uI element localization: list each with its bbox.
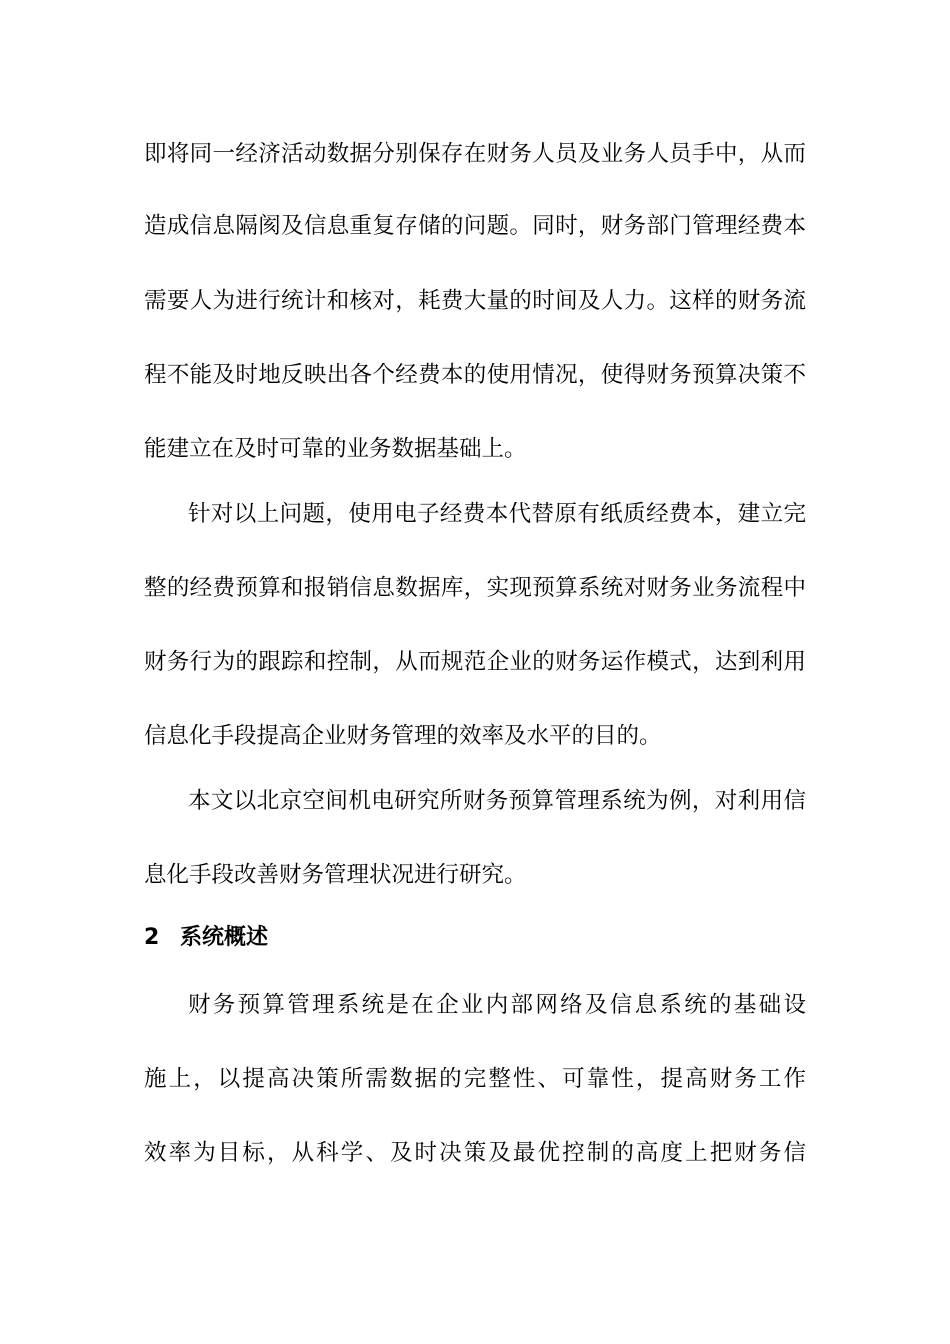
- paragraph-1-line-3: 需要人为进行统计和核对，耗费大量的时间及人力。这样的财务流: [144, 288, 806, 314]
- section-number: 2: [144, 925, 160, 950]
- paragraph-3-line-2: 息化手段改善财务管理状况进行研究。: [144, 862, 527, 888]
- section-heading: [144, 920, 268, 956]
- paragraph-1-line-2: 造成信息隔阂及信息重复存储的问题。同时，财务部门管理经费本: [144, 213, 806, 239]
- paragraph-1-line-4: 程不能及时地反映出各个经费本的使用情况，使得财务预算决策不: [144, 362, 806, 388]
- section-title: 系统概述: [180, 925, 269, 950]
- section-paragraph-line-3: 效率为目标，从科学、及时决策及最优控制的高度上把财务信: [144, 1140, 806, 1166]
- paragraph-2-line-2: 整的经费预算和报销信息数据库，实现预算系统对财务业务流程中: [144, 575, 806, 601]
- paragraph-2-line-4: 信息化手段提高企业财务管理的效率及水平的目的。: [144, 723, 662, 749]
- section-paragraph-line-1: 财务预算管理系统是在企业内部网络及信息系统的基础设: [188, 992, 806, 1018]
- paragraph-3-line-1: 本文以北京空间机电研究所财务预算管理系统为例，对利用信: [188, 788, 806, 814]
- paragraph-2-line-1: 针对以上问题，使用电子经费本代替原有纸质经费本，建立完: [188, 501, 806, 527]
- paragraph-1-line-5: 能建立在及时可靠的业务数据基础上。: [144, 436, 527, 462]
- paragraph-2-line-3: 财务行为的跟踪和控制，从而规范企业的财务运作模式，达到利用: [144, 649, 806, 675]
- section-paragraph-line-2: 施上，以提高决策所需数据的完整性、可靠性，提高财务工作: [144, 1066, 806, 1092]
- paragraph-1-line-1: 即将同一经济活动数据分别保存在财务人员及业务人员手中，从而: [144, 141, 806, 167]
